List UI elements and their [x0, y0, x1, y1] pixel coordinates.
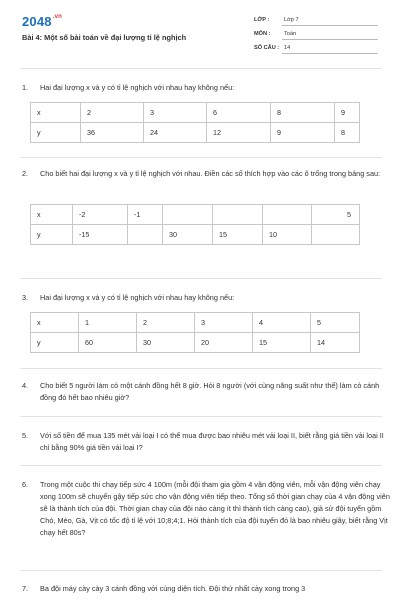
meta-underline — [282, 25, 378, 26]
logo-suffix: .vn — [52, 14, 63, 20]
table-cell: 15 — [213, 225, 263, 245]
divider — [20, 465, 382, 466]
table-row — [31, 225, 360, 245]
table-cell: -15 — [73, 225, 128, 245]
question-2-table — [30, 204, 360, 245]
site-logo[interactable] — [22, 14, 62, 29]
question-text: Cho biết 5 người làm cỏ một cánh đồng hết 8 giờ. Hỏi 8 người (với cùng năng suất như thế) làm cỏ cánh đồng đó hết bao nhiêu giờ? — [40, 381, 380, 402]
table-cell: 9 — [335, 103, 360, 123]
meta-class — [254, 17, 299, 23]
table-cell: 5 — [312, 205, 360, 225]
divider — [20, 68, 382, 69]
question-text: Cho biết hai đại lượng x và y tỉ lệ nghịch với nhau. Điền các số thích hợp vào các ô trống trong bảng sau: — [40, 169, 381, 178]
question-number: 1. — [22, 83, 29, 92]
table-row — [31, 313, 360, 333]
meta-underline — [282, 53, 378, 54]
meta-question-count — [254, 45, 291, 51]
question-number: 3. — [22, 293, 29, 302]
table-cell: 15 — [253, 333, 311, 353]
table-cell: x — [31, 205, 73, 225]
lesson-title: Bài 4: Một số bài toán về đại lượng tỉ lệ nghịch — [22, 33, 187, 42]
table-cell: 20 — [195, 333, 253, 353]
divider — [20, 278, 382, 279]
table-cell: 1 — [79, 313, 137, 333]
question-number: 4. — [22, 381, 29, 390]
meta-underline — [282, 39, 378, 40]
question-text: Trong một cuộc thi chạy tiếp sức 4 100m (mỗi đội tham gia gồm 4 vận động viên, mỗi vận động viên chạy xong 100m sẽ chuyển gậy tiếp sức cho vận động viên tiếp theo. Tổng số thời gian chạy của 4 vận động viên sẽ là thành tích của đội. Thời gian chạy của đội nào càng ít thì thành tích càng cao), giả sử đội tuyển gồm Chó, Mèo, Gà, Vịt có tốc độ tỉ lệ với 10;8;4;1. Hỏi thành tích của đội tuyển đó là bao nhiêu giây, biết rằng Vịt chạy hết 80s? — [40, 480, 390, 537]
divider — [20, 570, 382, 571]
meta-value: Toán — [284, 31, 297, 37]
table-row — [31, 123, 360, 143]
question-number: 6. — [22, 480, 29, 489]
question-text: Hai đại lượng x và y có tỉ lệ nghịch với nhau hay không nếu: — [40, 293, 235, 302]
meta-value: 14 — [284, 45, 291, 51]
table-cell: 10 — [263, 225, 312, 245]
table-cell: 2 — [81, 103, 144, 123]
question-number: 7. — [22, 584, 29, 593]
table-cell: 9 — [271, 123, 335, 143]
question-number: 2. — [22, 169, 29, 178]
meta-label: MÔN : — [254, 31, 271, 37]
table-cell: 5 — [311, 313, 360, 333]
table-cell: 4 — [253, 313, 311, 333]
meta-subject — [254, 31, 297, 37]
table-cell: 14 — [311, 333, 360, 353]
table-cell — [213, 205, 263, 225]
question-text: Hai đại lượng x và y có tỉ lệ nghịch với nhau hay không nếu: — [40, 83, 235, 92]
table-cell: 8 — [271, 103, 335, 123]
table-cell: 30 — [163, 225, 213, 245]
table-cell: 36 — [81, 123, 144, 143]
meta-value: Lớp 7 — [284, 17, 299, 23]
table-cell: 12 — [207, 123, 271, 143]
table-cell: y — [31, 333, 79, 353]
logo-text: 2048 — [22, 14, 52, 29]
question-text: Với số tiền để mua 135 mét vải loại I có thể mua được bao nhiêu mét vải loại II, biết rằng giá tiền vải loại II chỉ bằng 90% giá tiền vải loại I? — [40, 431, 384, 452]
table-cell: 3 — [144, 103, 207, 123]
table-cell: 6 — [207, 103, 271, 123]
table-cell: 24 — [144, 123, 207, 143]
divider — [20, 157, 382, 158]
table-cell: 8 — [335, 123, 360, 143]
table-cell — [312, 225, 360, 245]
question-3-table — [30, 312, 360, 353]
table-cell: -2 — [73, 205, 128, 225]
page-header — [0, 0, 400, 60]
question-text: Ba đội máy cày cày 3 cánh đồng với cùng diện tích. Đội thứ nhất cày xong trong 3 — [40, 584, 306, 593]
divider — [20, 416, 382, 417]
table-cell: x — [31, 313, 79, 333]
table-cell: y — [31, 123, 81, 143]
table-cell — [128, 225, 163, 245]
table-cell: y — [31, 225, 73, 245]
table-cell: 30 — [137, 333, 195, 353]
table-cell: x — [31, 103, 81, 123]
meta-label: LỚP : — [254, 17, 270, 23]
table-cell — [263, 205, 312, 225]
table-row — [31, 103, 360, 123]
divider — [20, 368, 382, 369]
table-cell: 2 — [137, 313, 195, 333]
table-cell — [163, 205, 213, 225]
question-1-table — [30, 102, 360, 143]
question-number: 5. — [22, 431, 29, 440]
table-cell: -1 — [128, 205, 163, 225]
table-cell: 3 — [195, 313, 253, 333]
meta-label: SỐ CÂU : — [254, 45, 280, 51]
table-row — [31, 333, 360, 353]
table-cell: 60 — [79, 333, 137, 353]
table-row — [31, 205, 360, 225]
